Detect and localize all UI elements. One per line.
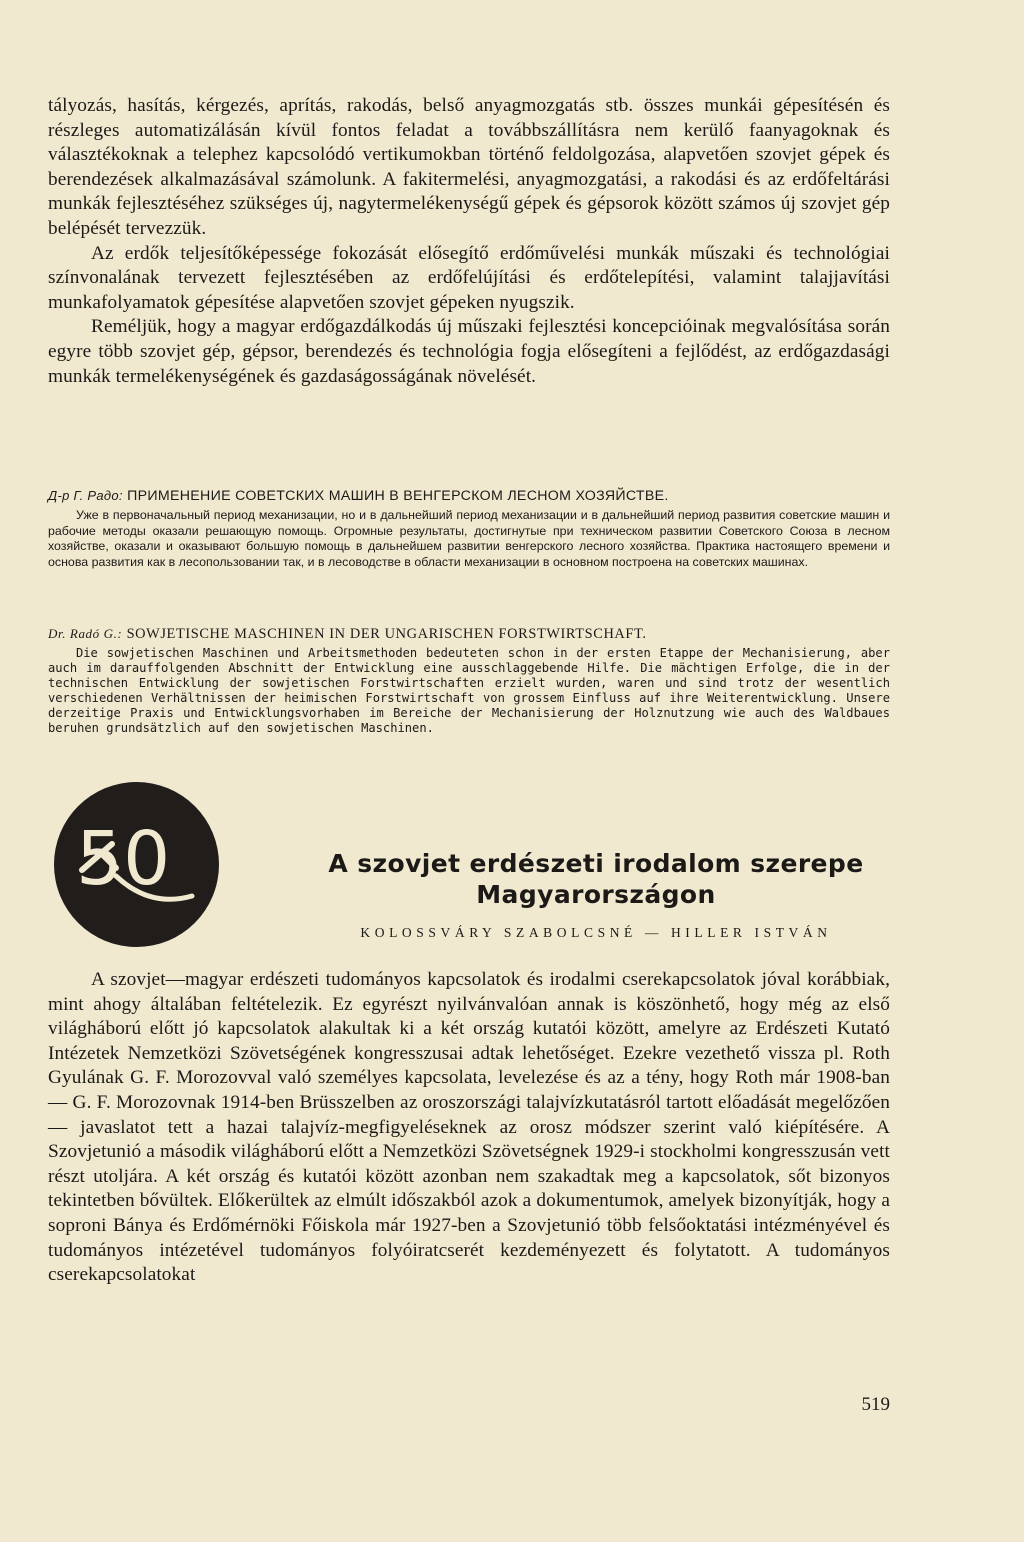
article-paragraph: A szovjet—magyar erdészeti tudományos kapcsolatok és irodalmi cserekapcsolatok jóval korábbiak, mint ahogy általában feltételezik. Ez egyrészt nyilvánvalóan annak is köszönhető, hogy még az első világháború előtt jó kapcsolatok alakultak ki a két ország kutatói között, amelyre az Erdészeti Kutató Intézetek Nemzetközi Szövetségének kongresszusai adtak lehetőséget. Ezekre vezethető vissza pl. Roth Gyulának G. F. Morozovval való személyes kapcsolata, levelezése és az a tény, hogy Roth már 1908-ban — G. F. Morozovnak 1914-ben Brüsszelben az oroszországi talajvízkutatásról tartott előadását megelőzően — javaslatot tett a hazai talajvíz-megfigyeléseknek az orosz módszer szerint való kiépítésére. A Szovjetunió a második világháború előtt a Nemzetközi Szövetségnek 1929-i stockholmi kongresszusán vett részt utoljára. A két ország és kutatói között azonban nem szakadtak meg a kapcsolatok, sőt bizonyos tekintetben bővültek. Előkerültek az elmúlt időszakból azok a dokumentumok, amelyek bizonyítják, hogy a soproni Bánya és Erdőmérnöki Főiskola már 1927-ben a Szovjetunió több felsőoktatási intézményével és tudományos intézetével tudományos folyóiratcserét kezdeményezett és folytatott. A tudományos cserekapcsolatokat: [48, 969, 890, 1286]
russian-summary-body: Уже в первоначальный период механизации, но и в дальнейший период механизации и в дальнейший период развития советские машин и рабочие методы оказали решающую помощь. Огромные результаты, достигнутые при техническом развитии Советского Союза в лесном хозяйстве, оказали и оказывают большую помощь в дальнейшем развитии венгерского лесного хозяйства. Практика настоящего времени и основа развития как в лесопользовании так, и в лесоводстве в области механизации в основном построена на советских машинах.: [48, 508, 890, 569]
article-title-line: Magyarországon: [476, 880, 716, 909]
german-summary-body: Die sowjetischen Maschinen und Arbeitsmethoden bedeuteten schon in der ersten Etappe der Mechanisierung, aber auch im darauffolgenden Abschnitt der Entwicklung eine ausschlaggebende Hilfe. Die mächtigen Erfolge, die in der technischen Entwicklung der sowjetischen Forstwirtschaften erzielt wurden, waren und sind trotz der wesentlich verschiedenen Verhältnissen der heimischen Forstwirtschaft von grossem Einfluss auf ihre Weiterentwicklung. Unsere derzeitige Praxis und Entwicklungsvorhaben im Bereiche der Mechanisierung der Holznutzung wie auch des Waldbaues beruhen grundsätzlich auf den sowjetischen Maschinen.: [48, 646, 890, 736]
russian-summary: [48, 486, 890, 570]
article-body: [48, 968, 890, 1288]
article-title: [246, 848, 946, 910]
page-number: 519: [861, 1394, 890, 1415]
intro-paragraph: Reméljük, hogy a magyar erdőgazdálkodás új műszaki fejlesztési koncepcióinak megvalósítása során egyre több szovjet gép, gépsor, berendezés és technológia fogja elősegíteni a fejlődést, az erdőgazdasági munkák termelékenységének és gazdaságosságának növelését.: [48, 316, 890, 387]
badge-number: 50: [75, 815, 170, 902]
article-authors: KOLOSSVÁRY SZABOLCSNÉ — HILLER ISTVÁN: [360, 925, 832, 940]
german-summary-author: Dr. Radó G.:: [48, 626, 123, 641]
article-title-line: A szovjet erdészeti irodalom szerepe: [328, 849, 864, 878]
german-summary-title: SOWJETISCHE MASCHINEN IN DER UNGARISCHEN FORSTWIRTSCHAFT.: [126, 626, 647, 642]
russian-summary-title: ПРИМЕНЕНИЕ СОВЕТСКИХ МАШИН В ВЕНГЕРСКОМ ЛЕСНОМ ХОЗЯЙСТВЕ.: [127, 488, 669, 504]
hammer-sickle-50-icon: [72, 810, 202, 920]
intro-paragraph: Az erdők teljesítőképessége fokozását elősegítő erdőművelési munkák műszaki és technológiai színvonalának tervezett fejlesztésében az erdőfelújítási és erdőtelepítési, valamint talajjavítási munkafolyamatok gépesítése alapvetően szovjet gépeken nyugszik.: [48, 242, 890, 313]
russian-summary-author: Д-р Г. Радо:: [48, 488, 123, 503]
intro-paragraph: tályozás, hasítás, kérgezés, aprítás, rakodás, belső anyagmozgatás stb. összes munkái gépesítésén és részleges automatizálásán kívül fontos feladat a továbbszállításra nem kerülő faanyagoknak és választékoknak a telephez kapcsolódó vertikumokban történő feldolgozása, alapvetően szovjet gépek és berendezések alkalmazásával számolunk. A fakitermelési, anyagmozgatási, a rakodási és az erdőfeltárási munkák fejlesztéséhez szükséges új, nagytermelékenységű gépek és gépsorok között számos új szovjet gép belépését tervezzük.: [48, 95, 890, 239]
intro-text: [48, 94, 890, 389]
anniversary-50-badge: [54, 782, 219, 947]
russian-summary-heading: [48, 486, 890, 506]
german-summary-heading: [48, 624, 890, 644]
german-summary: [48, 624, 890, 737]
